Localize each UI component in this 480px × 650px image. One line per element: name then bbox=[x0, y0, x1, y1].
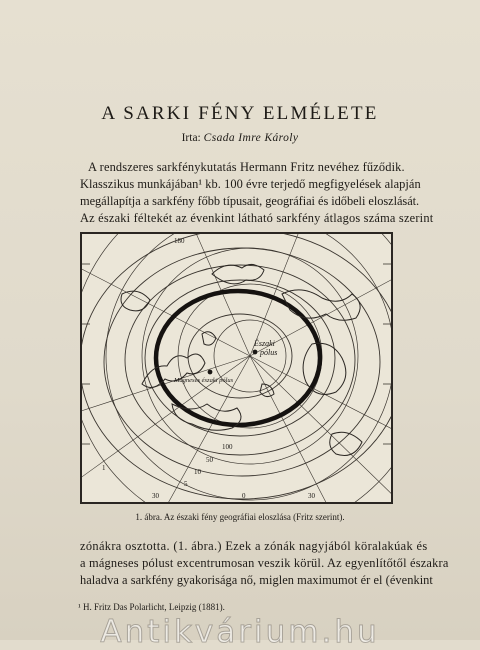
body-line: haladva a sarkfény gyakorisága nő, miglen maximumot ér el (évenkint bbox=[80, 573, 433, 587]
grid-label-bottom-mid: 0 bbox=[242, 492, 246, 500]
map-svg bbox=[82, 234, 391, 502]
body-line: Az északi féltekét az évenkint látható sarkfény átlagos száma szerint bbox=[80, 211, 434, 225]
body-line: megállapítja a sarkfény főbb típusait, geográfiai és időbeli eloszlását. bbox=[80, 194, 420, 208]
footnote: ¹ H. Fritz Das Polarlicht, Leipzig (1881). bbox=[78, 602, 225, 612]
grid-label-bottom-left: 30 bbox=[152, 492, 159, 500]
maximum-aurora-zone bbox=[156, 291, 320, 425]
watermark-text: Antikvárium.hu bbox=[100, 614, 380, 650]
isochasm-label-1: 1 bbox=[102, 464, 106, 472]
auroral-zone-map bbox=[80, 232, 393, 504]
isochasm-label-10: 10 bbox=[194, 468, 201, 476]
byline-prefix: Irta: bbox=[181, 132, 201, 144]
figure-caption: 1. ábra. Az északi fény geográfiai eloszlása (Fritz szerint). bbox=[135, 512, 345, 522]
isochasm-label-5: 5 bbox=[184, 480, 188, 488]
body-line: a mágneses pólust excentrumosan veszik körül. Az egyenlítőtől északra bbox=[80, 556, 449, 570]
isochasm-label-50: 50 bbox=[206, 456, 213, 464]
magnetic-pole-label: Mágneses északi pólus bbox=[174, 377, 234, 384]
north-pole-label: Északi bbox=[254, 339, 275, 348]
article-title: A SARKI FÉNY ELMÉLETE bbox=[101, 103, 379, 124]
grid-label-bottom-right: 30 bbox=[308, 492, 315, 500]
magnetic-pole-marker bbox=[208, 370, 213, 375]
grid-label-top: 180 bbox=[174, 237, 185, 245]
body-line: Klasszikus munkájában¹ kb. 100 évre terjedő megfigyelések alapján bbox=[80, 177, 421, 191]
meridian-lines bbox=[82, 234, 391, 502]
byline bbox=[0, 132, 480, 144]
body-line: A rendszeres sarkfénykutatás Hermann Fritz nevéhez fűződik. bbox=[88, 160, 405, 174]
body-line: zónákra osztotta. (1. ábra.) Ezek a zónák nagyjából köralakúak és bbox=[80, 539, 428, 553]
author-name: Csada Imre Károly bbox=[203, 132, 299, 144]
latitude-circles bbox=[82, 234, 391, 502]
north-pole-marker bbox=[253, 350, 258, 355]
isochasm-label-100: 100 bbox=[222, 443, 233, 451]
north-pole-label-2: pólus bbox=[260, 348, 278, 357]
